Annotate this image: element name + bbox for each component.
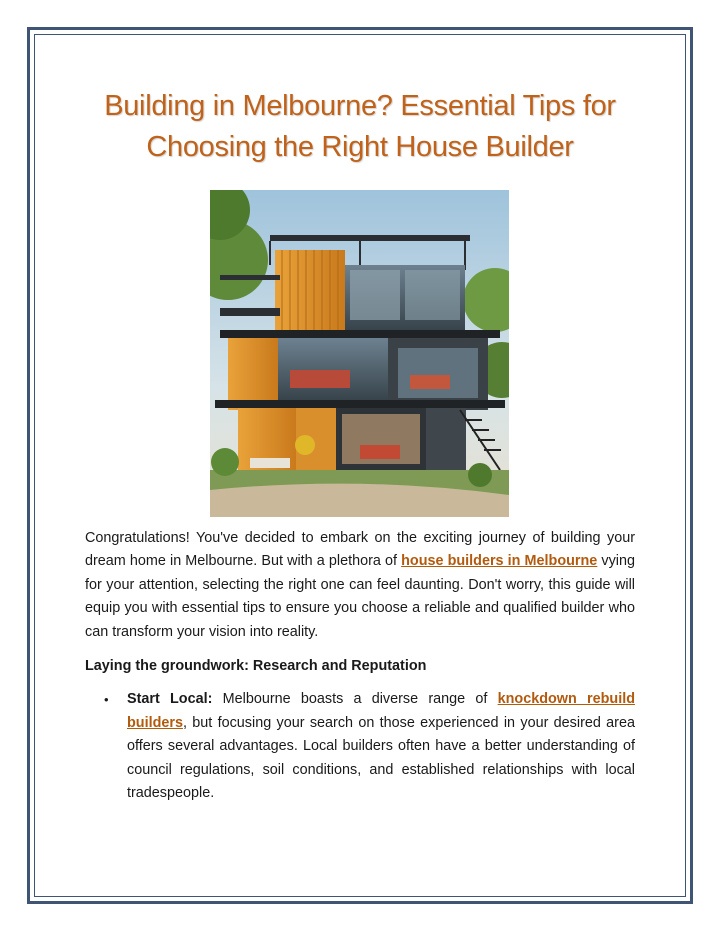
- bullet-text-start: Melbourne boasts a diverse range of: [212, 691, 498, 708]
- container-house-illustration: [210, 190, 509, 517]
- intro-text-end: vying for your attention, selecting the right one can feel daunting. Don't worry, this guide will equip you with essential tips to ensure you choose a reliable and qualified builder who can transform your vision into reality.: [85, 553, 636, 640]
- section-heading: Laying the groundwork: Research and Reputation: [85, 658, 427, 675]
- article-body: [85, 527, 635, 805]
- knockdown-rebuild-link[interactable]: knockdown rebuild builders: [127, 691, 635, 731]
- title-line-1: Building in Melbourne? Essential Tips for: [104, 90, 616, 122]
- house-builders-link[interactable]: house builders in Melbourne: [401, 553, 598, 570]
- title-line-2: Choosing the Right House Builder: [146, 131, 574, 163]
- intro-paragraph: [85, 527, 635, 644]
- intro-text-start: Congratulations! You've decided to embark on the exciting journey of building your dream home in Melbourne. But with a plethora of: [85, 530, 635, 570]
- bullet-marker: •: [104, 692, 109, 708]
- bullet-text-end: , but focusing your search on those experienced in your desired area offers several advantages. Local builders often have a better understanding of council regulations, soil conditions, and established relationships with local tradespeople.: [127, 714, 635, 802]
- page-title: [70, 86, 650, 168]
- tips-list: [85, 688, 635, 805]
- hero-image: [210, 190, 509, 517]
- list-item: [85, 688, 635, 805]
- bullet-lead: Start Local:: [127, 691, 213, 708]
